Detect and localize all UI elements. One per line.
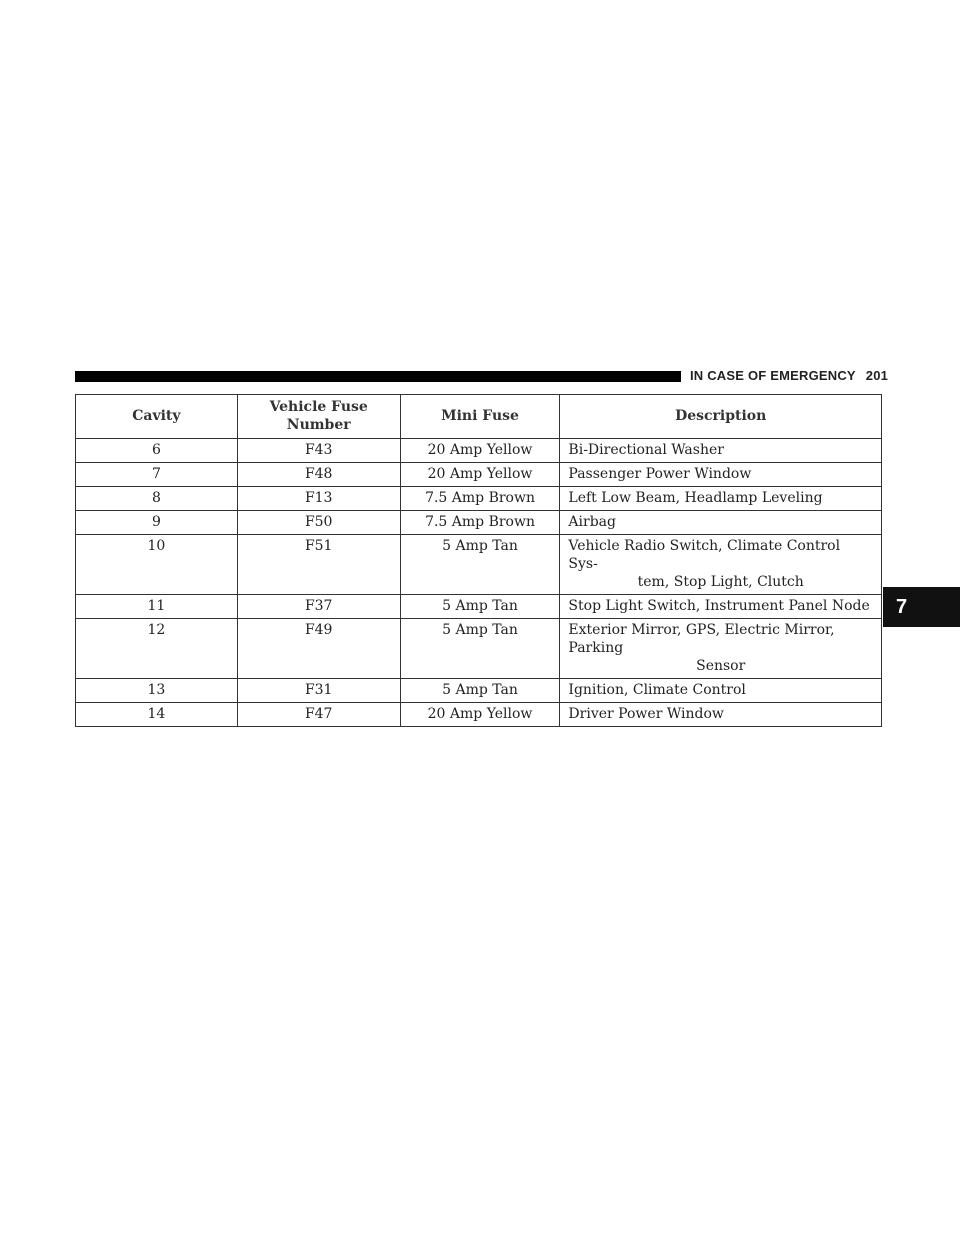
table-row (76, 439, 882, 463)
chapter-tab (883, 587, 960, 627)
table-body (76, 439, 882, 727)
cell-description (560, 535, 882, 595)
cell-vehicle-fuse: F50 (237, 511, 400, 535)
column-header-text: Vehicle Fuse (269, 399, 368, 415)
cell-cavity: 14 (76, 703, 238, 727)
column-header-description (560, 395, 882, 439)
cell-description (560, 511, 882, 535)
cell-vehicle-fuse: F13 (237, 487, 400, 511)
cell-vehicle-fuse: F48 (237, 463, 400, 487)
page-number: 201 (865, 368, 889, 383)
table-row (76, 463, 882, 487)
cell-description (560, 679, 882, 703)
chapter-number: 7 (896, 595, 908, 618)
table-row (76, 487, 882, 511)
table-header-row (76, 395, 882, 439)
cell-mini-fuse: 5 Amp Tan (400, 619, 560, 679)
cell-mini-fuse: 5 Amp Tan (400, 595, 560, 619)
description-line: Airbag (568, 514, 616, 530)
cell-description (560, 703, 882, 727)
cell-cavity: 9 (76, 511, 238, 535)
column-header-mini-fuse (400, 395, 560, 439)
cell-mini-fuse: 7.5 Amp Brown (400, 511, 560, 535)
table-row (76, 619, 882, 679)
cell-cavity: 6 (76, 439, 238, 463)
description-line: Ignition, Climate Control (568, 682, 746, 698)
description-line: tem, Stop Light, Clutch (637, 574, 804, 590)
cell-mini-fuse: 20 Amp Yellow (400, 463, 560, 487)
cell-vehicle-fuse: F31 (237, 679, 400, 703)
cell-description (560, 463, 882, 487)
column-header-text: Mini Fuse (441, 408, 519, 424)
table-row (76, 679, 882, 703)
table-row (76, 535, 882, 595)
cell-cavity: 8 (76, 487, 238, 511)
cell-vehicle-fuse: F43 (237, 439, 400, 463)
description-line: Bi-Directional Washer (568, 442, 724, 458)
description-line: Passenger Power Window (568, 466, 752, 482)
cell-description (560, 595, 882, 619)
cell-vehicle-fuse: F49 (237, 619, 400, 679)
cell-cavity: 11 (76, 595, 238, 619)
column-header-vehicle-fuse (237, 395, 400, 439)
cell-mini-fuse: 20 Amp Yellow (400, 439, 560, 463)
cell-cavity: 12 (76, 619, 238, 679)
description-line: Exterior Mirror, GPS, Electric Mirror, Parking (568, 622, 835, 656)
cell-cavity: 7 (76, 463, 238, 487)
header-rule (75, 371, 681, 382)
description-line: Stop Light Switch, Instrument Panel Node (568, 598, 870, 614)
section-title: IN CASE OF EMERGENCY (690, 368, 856, 383)
cell-mini-fuse: 5 Amp Tan (400, 679, 560, 703)
running-header (690, 368, 888, 383)
column-header-cavity (76, 395, 238, 439)
table-row (76, 703, 882, 727)
cell-mini-fuse: 7.5 Amp Brown (400, 487, 560, 511)
column-header-text: Number (286, 417, 351, 433)
column-header-text: Cavity (132, 408, 181, 424)
cell-vehicle-fuse: F51 (237, 535, 400, 595)
description-line: Vehicle Radio Switch, Climate Control Sys- (568, 538, 841, 572)
column-header-text: Description (675, 408, 767, 424)
cell-description (560, 439, 882, 463)
cell-mini-fuse: 20 Amp Yellow (400, 703, 560, 727)
description-line: Left Low Beam, Headlamp Leveling (568, 490, 823, 506)
cell-cavity: 10 (76, 535, 238, 595)
table-row (76, 511, 882, 535)
table-row (76, 595, 882, 619)
fuse-table (75, 394, 882, 727)
cell-mini-fuse: 5 Amp Tan (400, 535, 560, 595)
cell-description (560, 619, 882, 679)
cell-description (560, 487, 882, 511)
description-line: Sensor (696, 658, 746, 674)
cell-vehicle-fuse: F47 (237, 703, 400, 727)
cell-vehicle-fuse: F37 (237, 595, 400, 619)
description-line: Driver Power Window (568, 706, 724, 722)
cell-cavity: 13 (76, 679, 238, 703)
